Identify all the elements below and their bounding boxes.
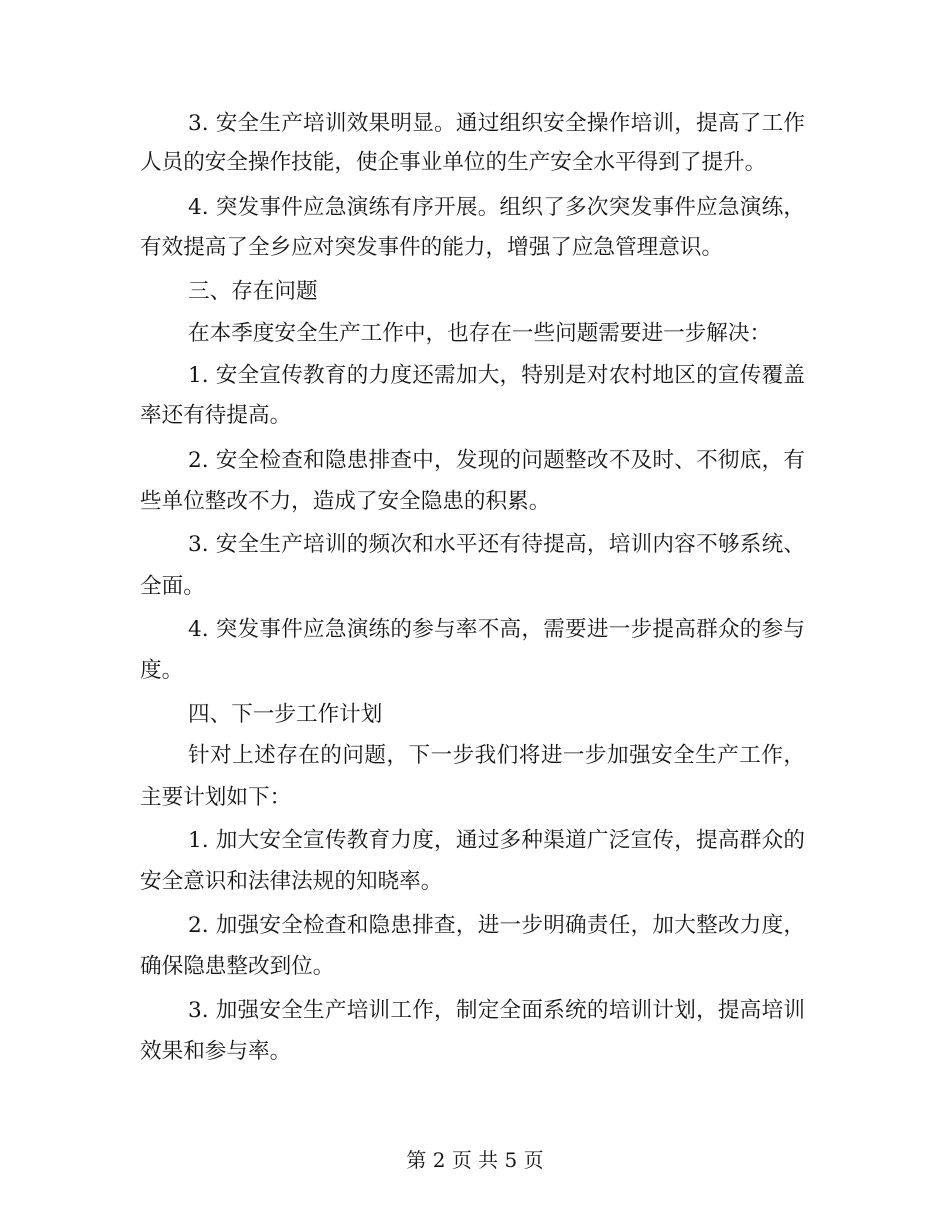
text-line: 1. 安全宣传教育的力度还需加大，特别是对农村地区的宣传覆盖 [188,363,805,388]
text-line: 3. 安全生产培训的频次和水平还有待提高，培训内容不够系统、 [188,532,805,557]
text-line: 有效提高了全乡应对突发事件的能力，增强了应急管理意识。 [140,235,724,260]
text-line: 率还有待提高。 [140,403,292,428]
section-heading: 四、下一步工作计划 [188,702,383,727]
page-footer: 第 2 页 共 5 页 [406,1148,544,1172]
text-line: 全面。 [140,574,205,599]
text-line: 1. 加大安全宣传教育力度，通过多种渠道广泛宣传，提高群众的 [188,828,805,853]
text-line: 在本季度安全生产工作中，也存在一些问题需要进一步解决： [188,321,772,346]
text-line: 些单位整改不力，造成了安全隐患的积累。 [140,489,551,514]
text-line: 3. 加强安全生产培训工作，制定全面系统的培训计划，提高培训 [188,998,805,1023]
section-heading: 三、存在问题 [188,279,318,304]
text-line: 针对上述存在的问题，下一步我们将进一步加强安全生产工作， [188,743,805,768]
text-line: 效果和参与率。 [140,1039,292,1064]
text-line: 4. 突发事件应急演练的参与率不高，需要进一步提高群众的参与 [188,617,805,642]
text-line: 确保隐患整改到位。 [140,954,335,979]
text-line: 人员的安全操作技能，使企事业单位的生产安全水平得到了提升。 [140,150,767,175]
text-line: 2. 加强安全检查和隐患排查，进一步明确责任，加大整改力度， [188,913,805,938]
text-line: 度。 [140,658,184,683]
text-line: 2. 安全检查和隐患排查中，发现的问题整改不及时、不彻底，有 [188,448,805,473]
text-line: 主要计划如下： [140,785,292,810]
text-line: 3. 安全生产培训效果明显。通过组织安全操作培训，提高了工作 [188,111,805,136]
text-line: 安全意识和法律法规的知晓率。 [140,869,443,894]
text-line: 4. 突发事件应急演练有序开展。组织了多次突发事件应急演练， [188,195,805,220]
